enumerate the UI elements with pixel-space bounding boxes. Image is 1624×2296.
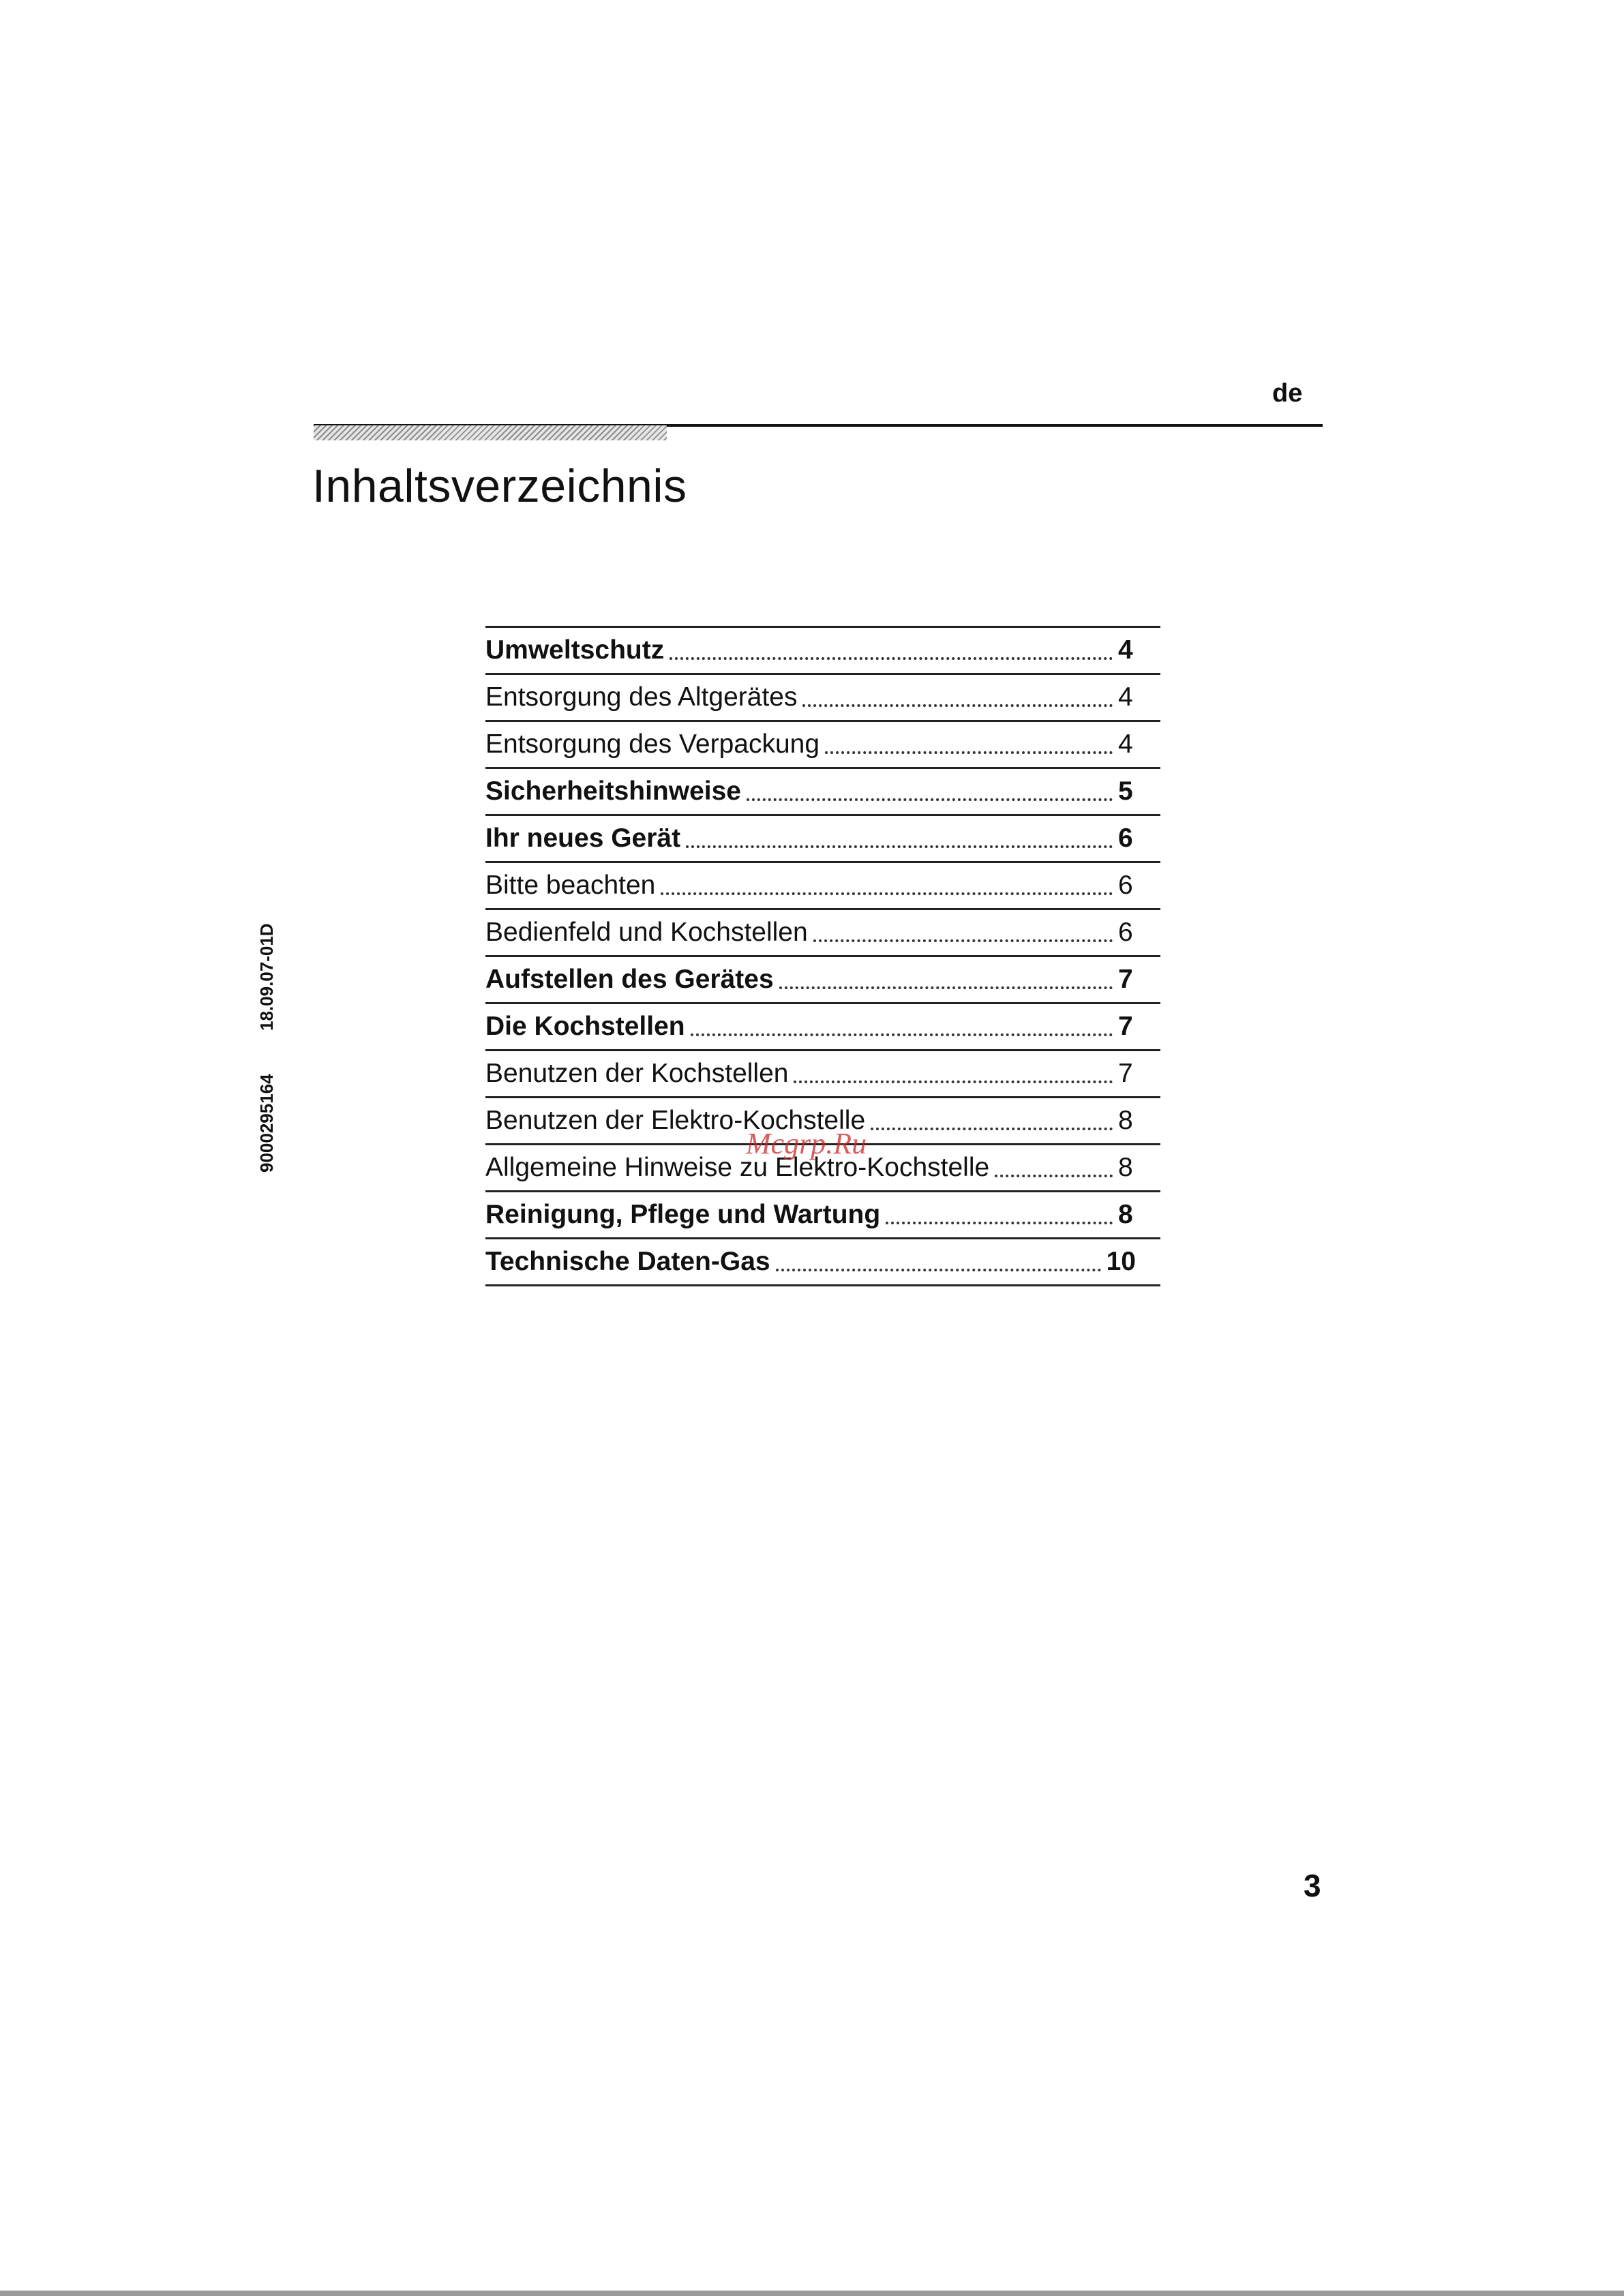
dot-leader (691, 1033, 1113, 1036)
toc-entry-label: Benutzen der Elektro-Kochstelle (485, 1106, 866, 1135)
toc-entry-label: Die Kochstellen (485, 1012, 685, 1041)
toc-page-number: 8 (1118, 1200, 1133, 1229)
toc-page-number: 5 (1118, 776, 1133, 806)
toc-row[interactable] (485, 675, 1160, 722)
toc-page-number: 8 (1118, 1153, 1133, 1182)
toc-page-number: 7 (1118, 965, 1133, 994)
toc-entry-label: Reinigung, Pflege und Wartung (485, 1200, 881, 1229)
toc-row[interactable] (485, 1004, 1160, 1051)
side-date-code: 18.09.07-01D (256, 923, 277, 1031)
dot-leader (747, 798, 1113, 801)
toc-row[interactable] (485, 722, 1160, 769)
hatched-bar (314, 425, 667, 440)
page-title: Inhaltsverzeichnis (312, 460, 687, 512)
toc-page-number: 7 (1118, 1059, 1133, 1088)
toc-entry-label: Benutzen der Kochstellen (485, 1059, 789, 1088)
toc-entry-label: Sicherheitshinweise (485, 776, 741, 806)
toc-page-number: 6 (1118, 871, 1133, 900)
toc-page-number: 8 (1118, 1106, 1133, 1135)
dot-leader (661, 892, 1113, 895)
toc-row[interactable] (485, 816, 1160, 863)
dot-leader (871, 1128, 1113, 1130)
dot-leader (686, 845, 1113, 848)
toc-row[interactable] (485, 910, 1160, 957)
toc-row[interactable] (485, 957, 1160, 1004)
toc-entry-label: Ihr neues Gerät (485, 824, 681, 853)
table-of-contents (485, 626, 1160, 1286)
dot-leader (995, 1175, 1113, 1177)
toc-entry-label: Aufstellen des Gerätes (485, 965, 774, 994)
toc-page-number: 4 (1118, 682, 1133, 712)
toc-row[interactable] (485, 1051, 1160, 1098)
watermark: Mcgrp.Ru (746, 1127, 867, 1160)
toc-entry-label: Allgemeine Hinweise zu Elektro-Kochstelle (485, 1153, 990, 1182)
toc-entry-label: Technische Daten-Gas (485, 1247, 770, 1276)
language-code: de (1272, 379, 1303, 408)
toc-page-number: 4 (1118, 729, 1133, 759)
toc-entry-label: Bitte beachten (485, 871, 656, 900)
side-document-number: 9000295164 (256, 1074, 277, 1173)
dot-leader (886, 1222, 1113, 1224)
toc-row[interactable] (485, 1192, 1160, 1239)
toc-page-number: 6 (1118, 824, 1133, 853)
toc-page-number: 6 (1118, 918, 1133, 947)
toc-entry-label: Entsorgung des Verpackung (485, 729, 820, 759)
dot-leader (670, 657, 1113, 660)
toc-page-number: 7 (1118, 1012, 1133, 1041)
page-number: 3 (1304, 1868, 1321, 1903)
dot-leader (813, 939, 1113, 942)
toc-row[interactable] (485, 769, 1160, 816)
dot-leader (794, 1081, 1113, 1083)
dot-leader (776, 1269, 1101, 1271)
toc-row[interactable] (485, 628, 1160, 675)
toc-entry-label: Umweltschutz (485, 635, 665, 665)
scan-bottom-edge (0, 2291, 1624, 2296)
dot-leader (802, 704, 1113, 707)
toc-page-number: 10 (1106, 1247, 1136, 1276)
dot-leader (825, 751, 1113, 754)
dot-leader (779, 986, 1113, 989)
toc-page-number: 4 (1118, 635, 1133, 665)
toc-entry-label: Bedienfeld und Kochstellen (485, 918, 808, 947)
toc-row[interactable] (485, 863, 1160, 910)
toc-row[interactable] (485, 1239, 1160, 1286)
toc-entry-label: Entsorgung des Altgerätes (485, 682, 798, 712)
